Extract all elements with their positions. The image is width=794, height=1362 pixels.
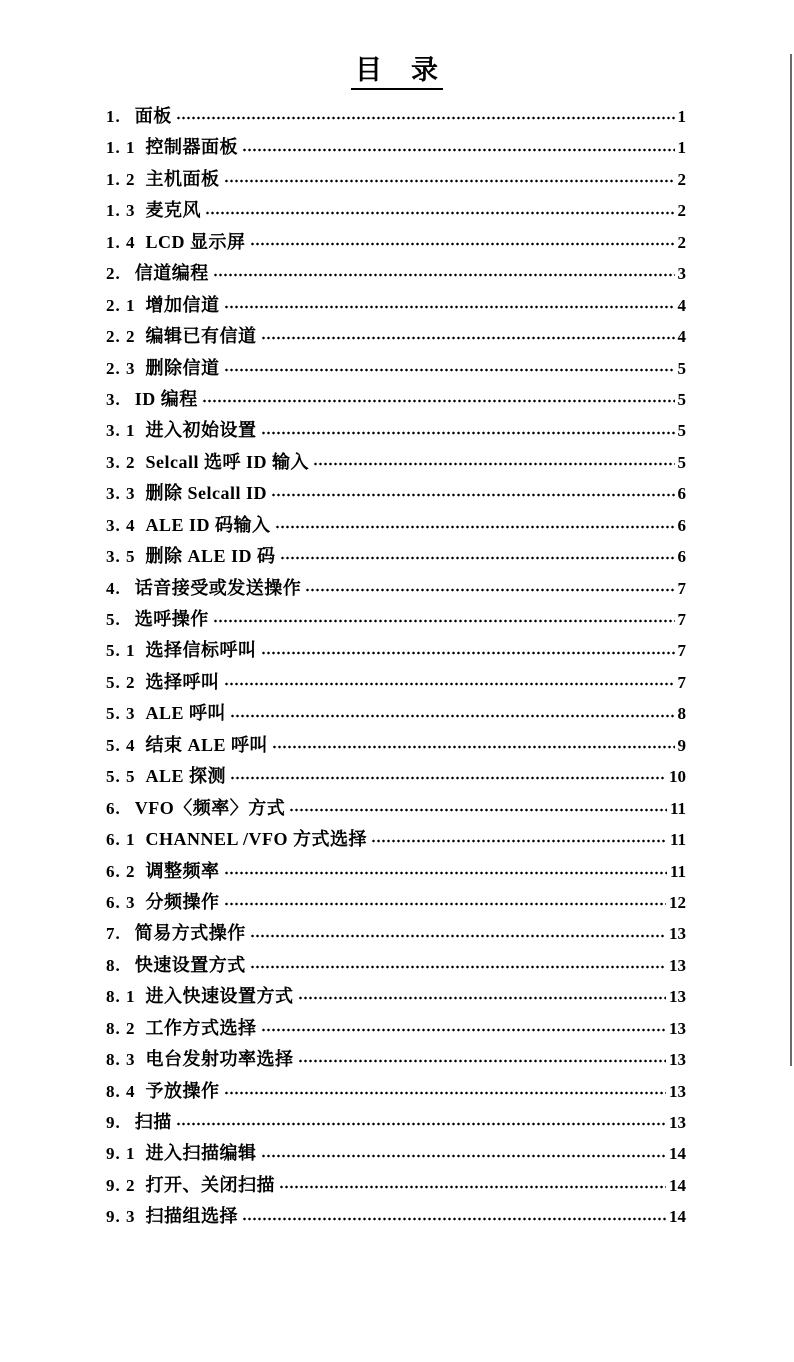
toc-entry-page: 4 — [677, 327, 686, 347]
toc-entry-label: 控制器面板 — [145, 137, 238, 158]
toc-entry-number: 6. 2 — [106, 861, 136, 881]
toc-entry-label: 麦克风 — [145, 200, 201, 221]
toc-entry-label: 选择信标呼叫 — [145, 640, 257, 661]
toc-entry-number: 5. 3 — [106, 704, 136, 724]
toc-entry-page: 13 — [669, 1081, 686, 1101]
dot-leader-line — [176, 1122, 666, 1126]
toc-entry-label: ALE ID 码输入 — [145, 514, 271, 535]
toc-entry — [106, 887, 686, 918]
toc-entry-label: 信道编程 — [134, 263, 209, 284]
toc-entry — [106, 1044, 686, 1075]
toc-entry — [106, 384, 686, 415]
dot-leader-line — [176, 116, 675, 120]
toc-entry-page: 2 — [677, 201, 686, 221]
toc-entry — [106, 1201, 686, 1232]
toc-entry-page: 7 — [677, 641, 686, 661]
dot-leader-line — [224, 179, 675, 183]
toc-entry-number: 9. 2 — [106, 1175, 136, 1195]
toc-entry-label: CHANNEL /VFO 方式选择 — [145, 829, 368, 850]
toc-entry-page: 1 — [677, 107, 686, 126]
toc-entry-label: 话音接受或发送操作 — [134, 577, 302, 598]
dot-leader-line — [289, 808, 667, 812]
toc-entry-label: 进入初始设置 — [145, 420, 257, 441]
toc-entry-label: 进入快速设置方式 — [145, 986, 294, 1007]
toc-entry-label: LCD 显示屏 — [145, 231, 246, 252]
dot-leader-line — [242, 148, 675, 152]
toc-entry-label: 结束 ALE 呼叫 — [145, 734, 269, 755]
toc-entry-label: 分频操作 — [145, 891, 220, 912]
toc-entry-page: 13 — [669, 1113, 686, 1132]
toc-entry — [106, 635, 686, 666]
toc-entry-page: 5 — [677, 389, 686, 409]
toc-entry-page: 7 — [677, 578, 686, 598]
toc-entry — [106, 195, 686, 226]
dot-leader-line — [261, 651, 675, 655]
toc-entry-number: 4. — [106, 578, 121, 598]
toc-entry-label: 简易方式操作 — [134, 923, 246, 944]
toc-entry — [106, 258, 686, 289]
toc-entry-page: 14 — [669, 1175, 686, 1195]
toc-entry-number: 3. 3 — [106, 484, 136, 504]
toc-entry-number: 2. 1 — [106, 295, 136, 315]
toc-entry — [106, 793, 686, 824]
toc-entry-number: 8. 3 — [106, 1050, 136, 1070]
dot-leader-line — [280, 556, 675, 560]
toc-entry-label: 扫描 — [134, 1112, 172, 1132]
toc-entry-label: 编辑已有信道 — [145, 326, 257, 347]
toc-entry-number: 2. 3 — [106, 358, 136, 378]
dot-leader-line — [224, 368, 675, 372]
toc-entry — [106, 227, 686, 258]
dot-leader-line — [224, 871, 667, 875]
dot-leader-line — [250, 965, 666, 969]
toc-entry — [106, 604, 686, 635]
toc-entry-page: 13 — [669, 987, 686, 1007]
toc-entry-page: 6 — [677, 484, 686, 504]
toc-entry-label: 予放操作 — [145, 1080, 220, 1101]
dot-leader-line — [224, 305, 675, 309]
toc-entry-label: 删除 Selcall ID — [145, 483, 267, 504]
toc-entry-label: 进入扫描编辑 — [145, 1143, 257, 1164]
toc-entry-number: 9. 1 — [106, 1144, 136, 1164]
toc-entry-page: 6 — [677, 547, 686, 567]
toc-entry-number: 6. — [106, 798, 121, 818]
toc-entry-number: 2. 2 — [106, 327, 136, 347]
toc-entry-number: 3. — [106, 389, 121, 409]
toc-entry — [106, 761, 686, 792]
toc-entry — [106, 667, 686, 698]
toc-entry — [106, 730, 686, 761]
dot-leader-line — [224, 902, 667, 906]
toc-entry-number: 8. 1 — [106, 987, 136, 1007]
toc-entry-number: 3. 5 — [106, 547, 136, 567]
toc-entry — [106, 132, 686, 163]
toc-entry-page: 11 — [669, 861, 686, 881]
toc-entry-number: 9. — [106, 1113, 121, 1132]
toc-entry-page: 13 — [669, 1050, 686, 1070]
dot-leader-line — [250, 934, 666, 938]
toc-entry-number: 1. 1 — [106, 138, 136, 158]
toc-entry-page: 7 — [677, 672, 686, 692]
toc-entry-page: 13 — [669, 955, 686, 975]
toc-entry — [106, 510, 686, 541]
toc-entry — [106, 290, 686, 321]
toc-entry-page: 8 — [677, 704, 686, 724]
dot-leader-line — [275, 525, 675, 529]
dot-leader-line — [261, 336, 675, 340]
toc-entry-number: 1. 3 — [106, 201, 136, 221]
toc-entry-label: 删除信道 — [145, 357, 220, 378]
toc-entry-label: 选择呼叫 — [145, 671, 220, 692]
toc-entry — [106, 321, 686, 352]
toc-entry-label: 工作方式选择 — [145, 1017, 257, 1038]
dot-leader-line — [305, 588, 674, 592]
toc-entry-number: 3. 4 — [106, 515, 136, 535]
toc-entry-label: ALE 探测 — [145, 766, 227, 787]
dot-leader-line — [213, 619, 675, 623]
dot-leader-line — [261, 431, 675, 435]
toc-entry-page: 14 — [669, 1207, 686, 1227]
dot-leader-line — [224, 1091, 667, 1095]
dot-leader-line — [205, 211, 675, 215]
toc-entry-page: 13 — [669, 1018, 686, 1038]
toc-entry — [106, 981, 686, 1012]
toc-entry — [106, 1138, 686, 1169]
toc-entry-page: 1 — [677, 138, 686, 158]
toc-entry — [106, 478, 686, 509]
toc-entry-page: 7 — [677, 610, 686, 629]
dot-leader-line — [261, 1028, 667, 1032]
toc-entry-number: 1. 2 — [106, 169, 136, 189]
dot-leader-line — [371, 839, 667, 843]
toc-entry-number: 9. 3 — [106, 1207, 136, 1227]
dot-leader-line — [271, 493, 675, 497]
toc-entry-page: 5 — [677, 452, 686, 472]
toc-entry-label: 选呼操作 — [134, 609, 209, 629]
toc-entry-number: 5. — [106, 610, 121, 629]
toc-entry-label: 扫描组选择 — [145, 1206, 238, 1227]
dot-leader-line — [242, 1217, 666, 1221]
toc-entry-label: ID 编程 — [134, 388, 198, 409]
dot-leader-line — [298, 996, 667, 1000]
toc-entry-page: 2 — [677, 232, 686, 252]
toc-entry-number: 8. — [106, 955, 121, 975]
toc-entry-page: 13 — [669, 924, 686, 944]
toc-entry-label: ALE 呼叫 — [145, 703, 227, 724]
page-title: 目 录 — [351, 54, 443, 90]
toc-entry — [106, 950, 686, 981]
dot-leader-line — [230, 714, 674, 718]
toc-entry-page: 10 — [669, 767, 686, 787]
toc-entry-label: 快速设置方式 — [134, 954, 246, 975]
toc-entry-page: 9 — [677, 735, 686, 755]
toc-entry-page: 11 — [669, 830, 686, 850]
toc-entry — [106, 918, 686, 949]
toc-entry-page: 3 — [677, 264, 686, 284]
dot-leader-line — [224, 682, 675, 686]
toc-entry-label: 面板 — [134, 106, 172, 126]
toc-entry — [106, 353, 686, 384]
toc-list — [106, 101, 686, 1233]
toc-entry — [106, 447, 686, 478]
toc-entry-number: 3. 2 — [106, 452, 136, 472]
toc-entry-label: VFO〈频率〉方式 — [134, 797, 286, 818]
dot-leader-line — [213, 273, 675, 277]
toc-entry-number: 5. 1 — [106, 641, 136, 661]
toc-entry-label: 电台发射功率选择 — [145, 1049, 294, 1070]
toc-entry — [106, 1107, 686, 1138]
toc-entry — [106, 573, 686, 604]
dot-leader-line — [313, 462, 675, 466]
dot-leader-line — [261, 1154, 667, 1158]
toc-entry-number: 7. — [106, 924, 121, 944]
toc-entry-number: 5. 4 — [106, 735, 136, 755]
toc-entry-number: 6. 1 — [106, 830, 136, 850]
toc-entry-label: 打开、关闭扫描 — [145, 1174, 275, 1195]
dot-leader-line — [298, 1059, 667, 1063]
toc-entry-label: Selcall 选呼 ID 输入 — [145, 451, 309, 472]
dot-leader-line — [279, 1185, 666, 1189]
toc-entry — [106, 856, 686, 887]
toc-entry-number: 2. — [106, 264, 121, 284]
toc-entry-page: 12 — [669, 892, 686, 912]
page-edge-line — [790, 54, 792, 1066]
toc-entry-page: 6 — [677, 515, 686, 535]
toc-entry — [106, 164, 686, 195]
toc-entry-number: 1. — [106, 107, 121, 126]
toc-entry-label: 主机面板 — [145, 168, 220, 189]
dot-leader-line — [202, 399, 675, 403]
toc-entry-label: 删除 ALE ID 码 — [145, 546, 276, 567]
toc-entry-number: 5. 2 — [106, 672, 136, 692]
toc-entry-number: 8. 4 — [106, 1081, 136, 1101]
toc-entry-label: 增加信道 — [145, 294, 220, 315]
toc-entry-label: 调整频率 — [145, 860, 220, 881]
toc-entry — [106, 1013, 686, 1044]
toc-entry — [106, 101, 686, 132]
toc-entry-number: 6. 3 — [106, 892, 136, 912]
toc-entry-page: 2 — [677, 169, 686, 189]
toc-entry-number: 3. 1 — [106, 421, 136, 441]
toc-entry — [106, 698, 686, 729]
toc-entry — [106, 415, 686, 446]
toc-entry-page: 4 — [677, 295, 686, 315]
dot-leader-line — [250, 242, 675, 246]
toc-entry-number: 5. 5 — [106, 767, 136, 787]
toc-entry-page: 5 — [677, 358, 686, 378]
toc-entry — [106, 1076, 686, 1107]
toc-entry-page: 11 — [669, 798, 686, 818]
toc-entry-page: 14 — [669, 1144, 686, 1164]
toc-entry-number: 8. 2 — [106, 1018, 136, 1038]
toc-entry-number: 1. 4 — [106, 232, 136, 252]
toc-entry — [106, 1170, 686, 1201]
toc-entry — [106, 824, 686, 855]
toc-entry-page: 5 — [677, 421, 686, 441]
dot-leader-line — [230, 776, 666, 780]
dot-leader-line — [272, 745, 674, 749]
toc-entry — [106, 541, 686, 572]
title-wrap — [0, 54, 794, 92]
